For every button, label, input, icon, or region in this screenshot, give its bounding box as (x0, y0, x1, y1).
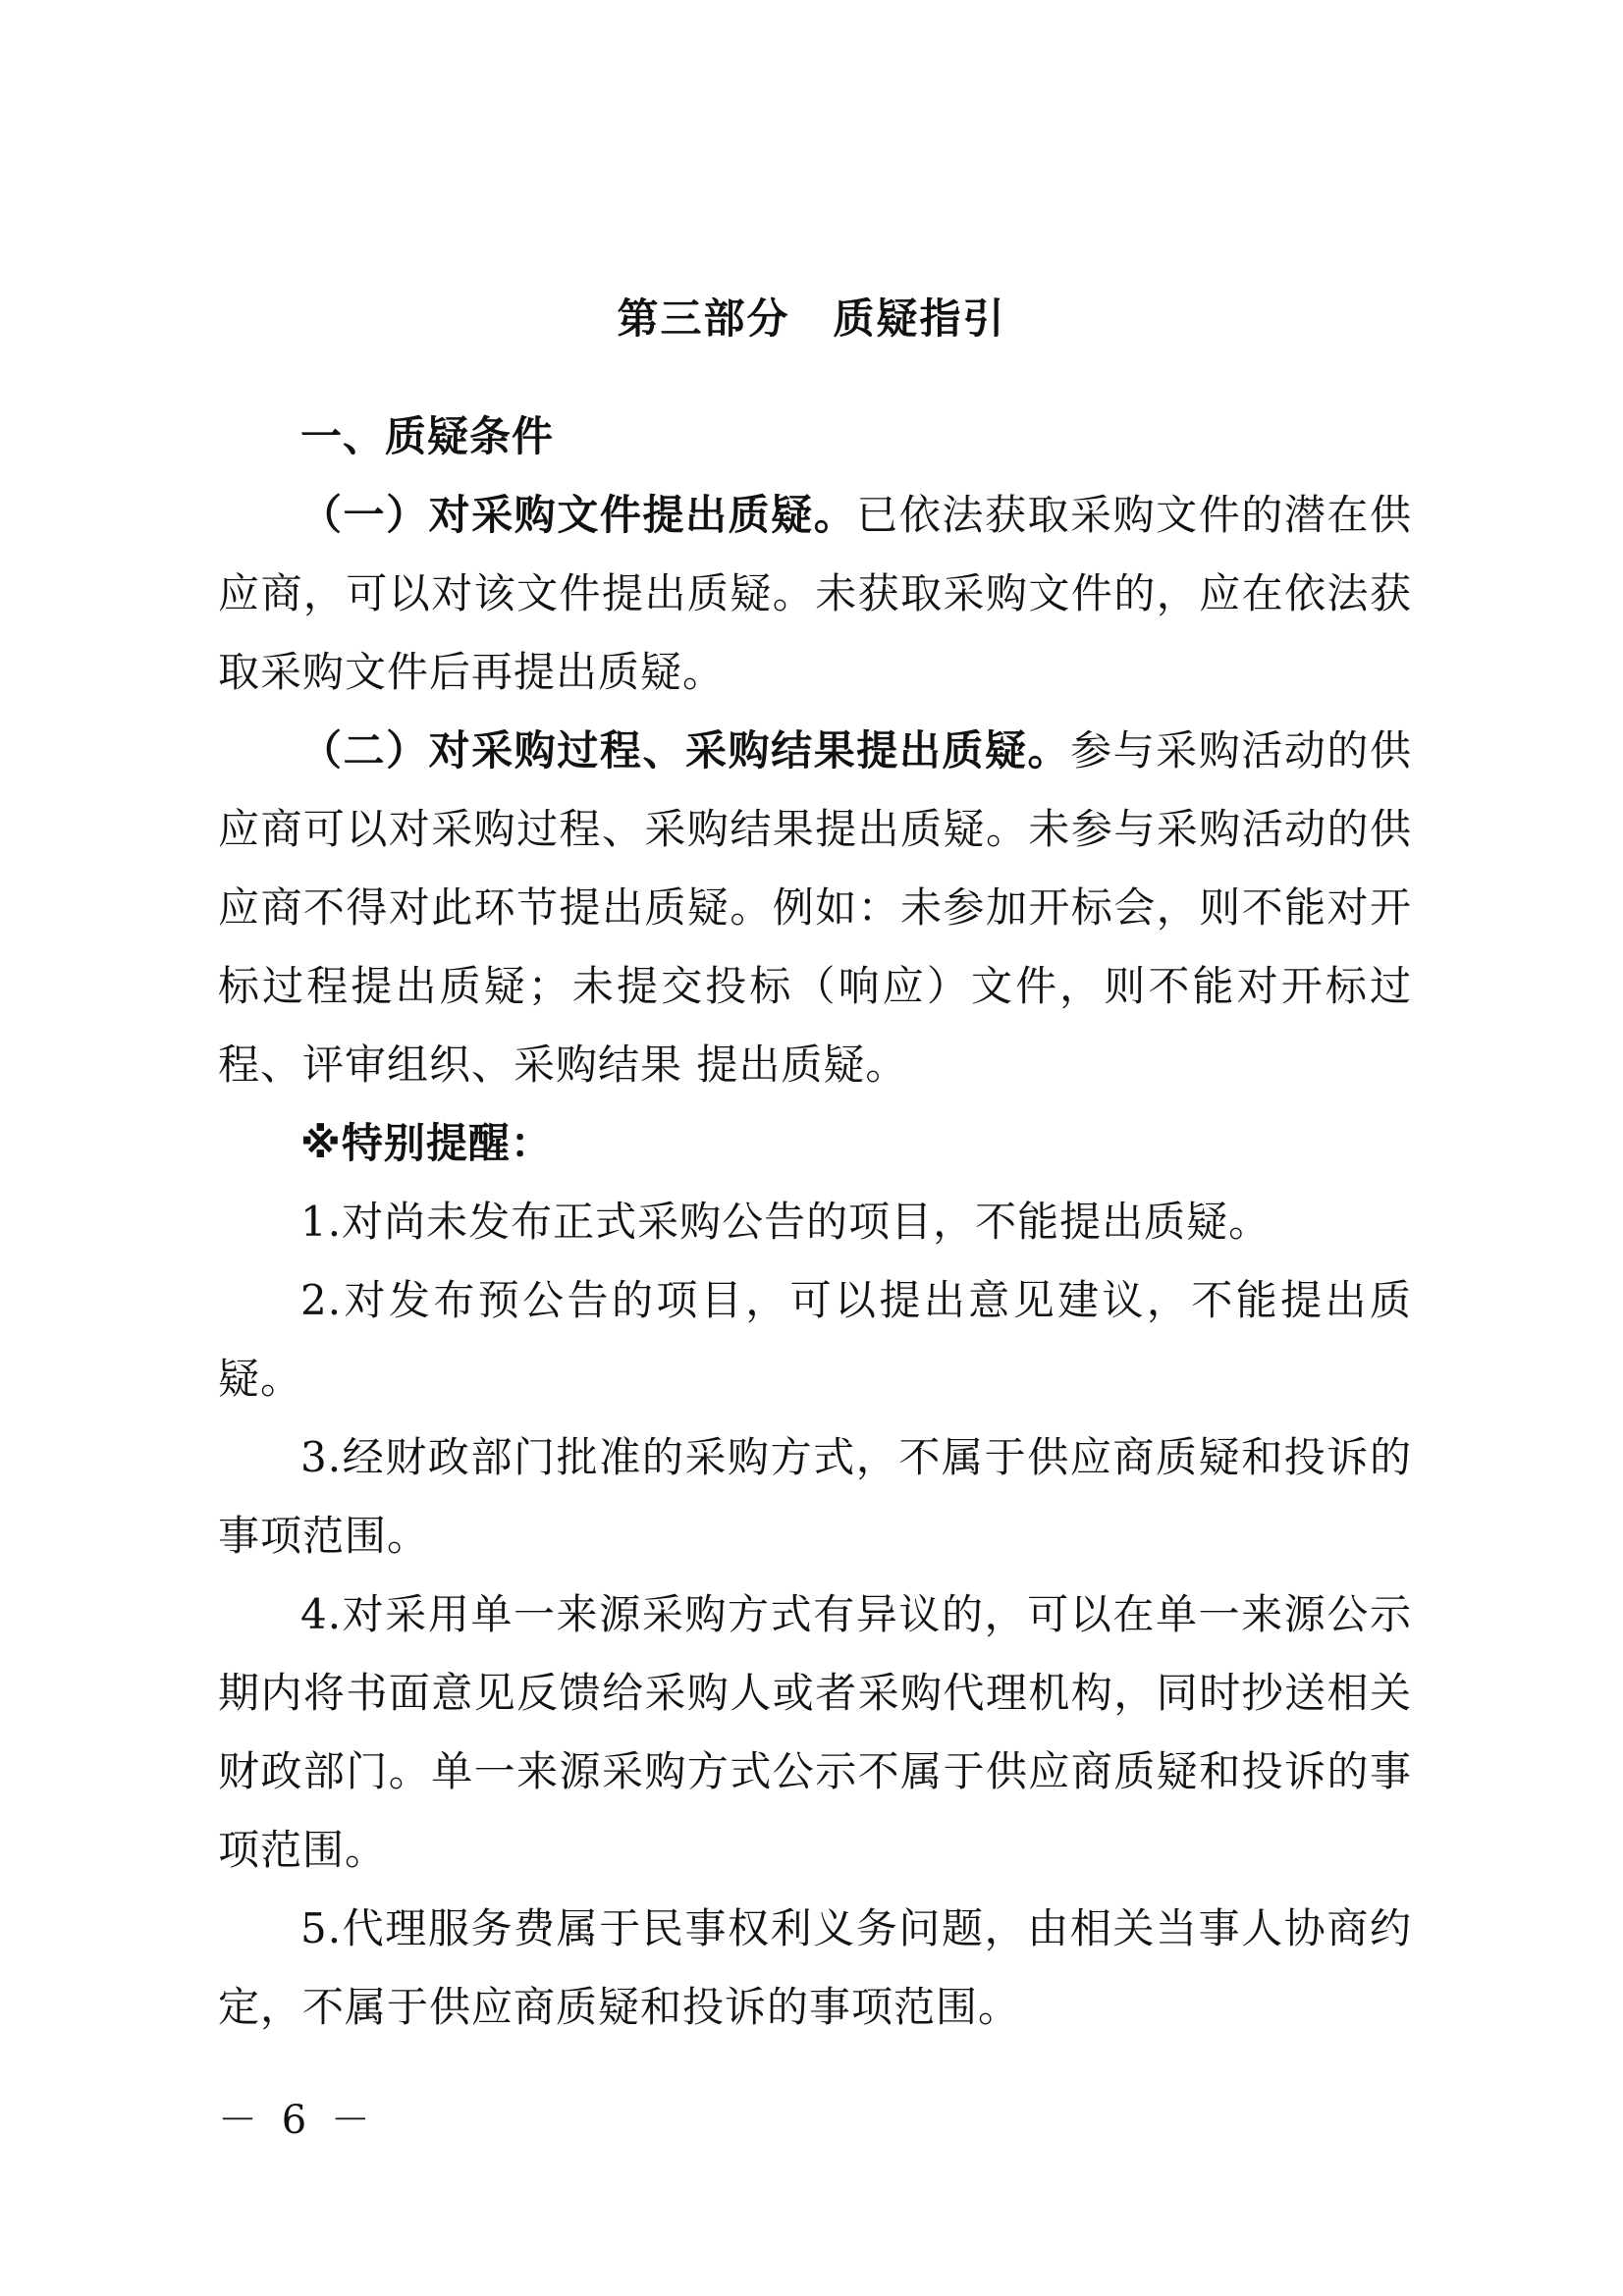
page-title: 第三部分 质疑指引 (617, 294, 1006, 343)
reminder-item: 1.对尚未发布正式采购公告的项目，不能提出质疑。 (300, 1198, 1271, 1246)
reminder-item: 4.对采用单一来源采购方式有异议的，可以在单一来源公示期内将书面意见反馈给采购人或者采购代理机构，同时抄送相关财政部门。单一来源采购方式公示不属于供应商质疑和投诉的事项范围。 (218, 1590, 1412, 1874)
paragraph-text: 已依法获取采购文件的潜在供应商，可以对该文件提出质疑。未获取采购文件的，应在依法获取采购文件后再提出质疑。 (218, 491, 1412, 696)
paragraph-procurement-process (218, 712, 1412, 1104)
paragraph-procurement-documents (218, 476, 1412, 712)
page-number: － 6 － (218, 2098, 376, 2143)
section-heading: 一、质疑条件 (300, 412, 555, 460)
reminder-heading: ※特别提醒： (300, 1119, 553, 1167)
reminder-item: 5.代理服务费属于民事权利义务问题，由相关当事人协商约定，不属于供应商质疑和投诉的事项范围。 (218, 1904, 1412, 2031)
paragraph-lead: （二）对采购过程、采购结果提出质疑。 (300, 726, 1071, 774)
reminder-item: 3.经财政部门批准的采购方式，不属于供应商质疑和投诉的事项范围。 (218, 1433, 1412, 1560)
paragraph-text: 参与采购活动的供应商可以对采购过程、采购结果提出质疑。未参与采购活动的供应商不得对此环节提出质疑。例如：未参加开标会，则不能对开标过程提出质疑；未提交投标（响应）文件，则不能对开标过程、评审组织、采购结果 提出质疑。 (218, 726, 1412, 1089)
paragraph-lead: （一）对采购文件提出质疑。 (300, 491, 857, 539)
reminder-item: 2.对发布预公告的项目，可以提出意见建议，不能提出质疑。 (218, 1276, 1412, 1403)
document-body (218, 398, 1412, 2047)
